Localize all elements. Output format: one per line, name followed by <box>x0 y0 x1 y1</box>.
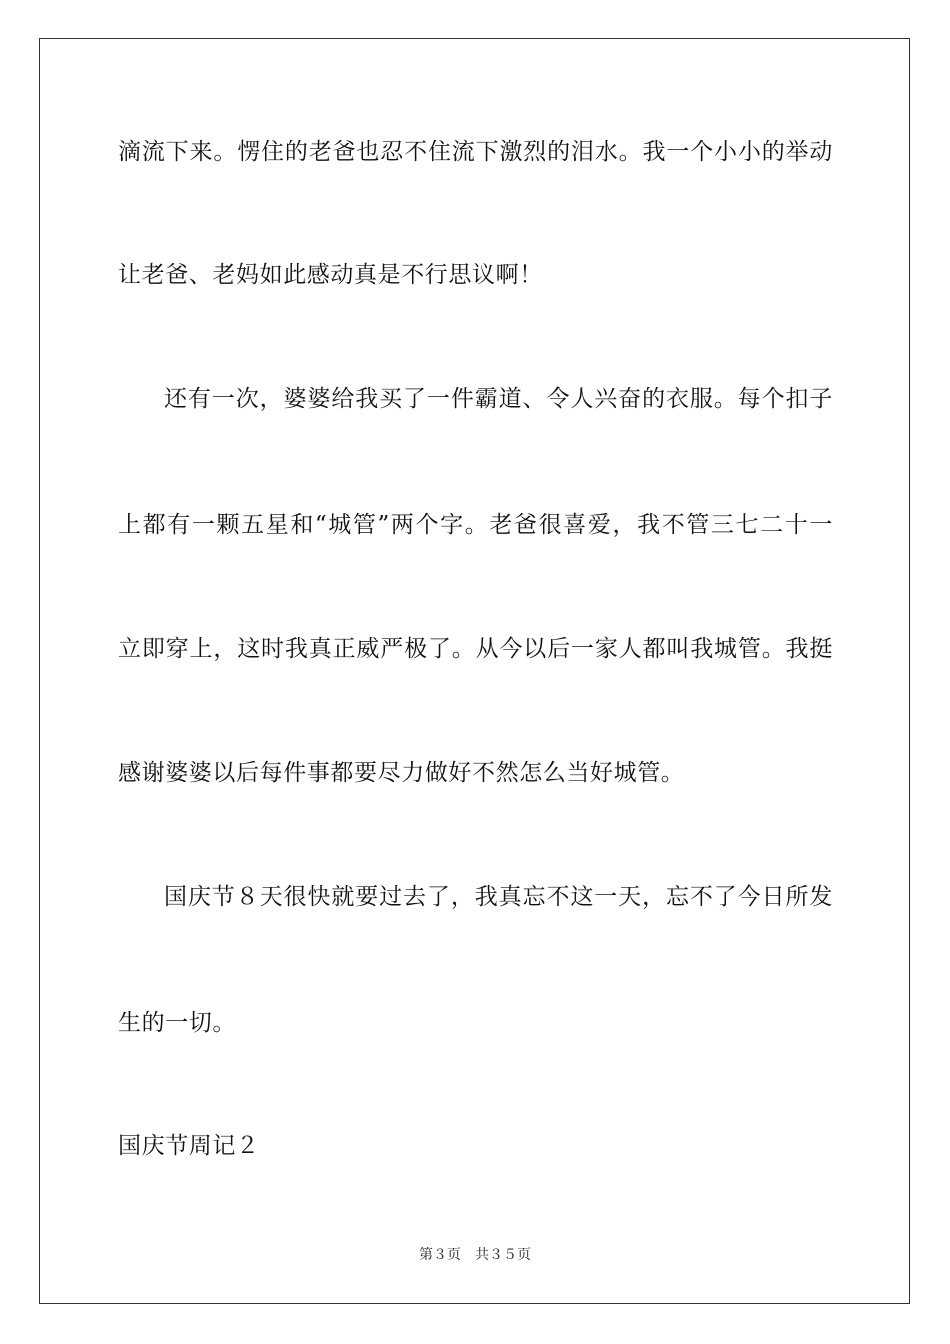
section-heading: 国庆节周记２ <box>118 1133 260 1159</box>
text-line: 生的一切。 <box>118 1010 236 1036</box>
paragraph-start-line: 还有一次，婆婆给我买了一件霸道、令人兴奋的衣服。每个扣子 <box>164 386 833 412</box>
text-line: 上都有一颗五星和“城管”两个字。老爸很喜爱，我不管三七二十一 <box>118 512 833 538</box>
text-line: 感谢婆婆以后每件事都要尽力做好不然怎么当好城管。 <box>118 760 685 786</box>
text-line: 滴流下来。愣住的老爸也忍不住流下激烈的泪水。我一个小小的举动 <box>118 139 833 165</box>
page-border <box>39 38 910 1304</box>
paragraph-start-line: 国庆节８天很快就要过去了，我真忘不这一天，忘不了今日所发 <box>164 884 833 910</box>
text-line: 立即穿上，这时我真正威严极了。从今以后一家人都叫我城管。我挺 <box>118 636 833 662</box>
page-number: 第３页 <box>419 1247 461 1263</box>
page-footer <box>0 1246 950 1264</box>
page-total: 共３５页 <box>475 1247 531 1263</box>
text-line: 让老爸、老妈如此感动真是不行思议啊！ <box>118 262 543 288</box>
